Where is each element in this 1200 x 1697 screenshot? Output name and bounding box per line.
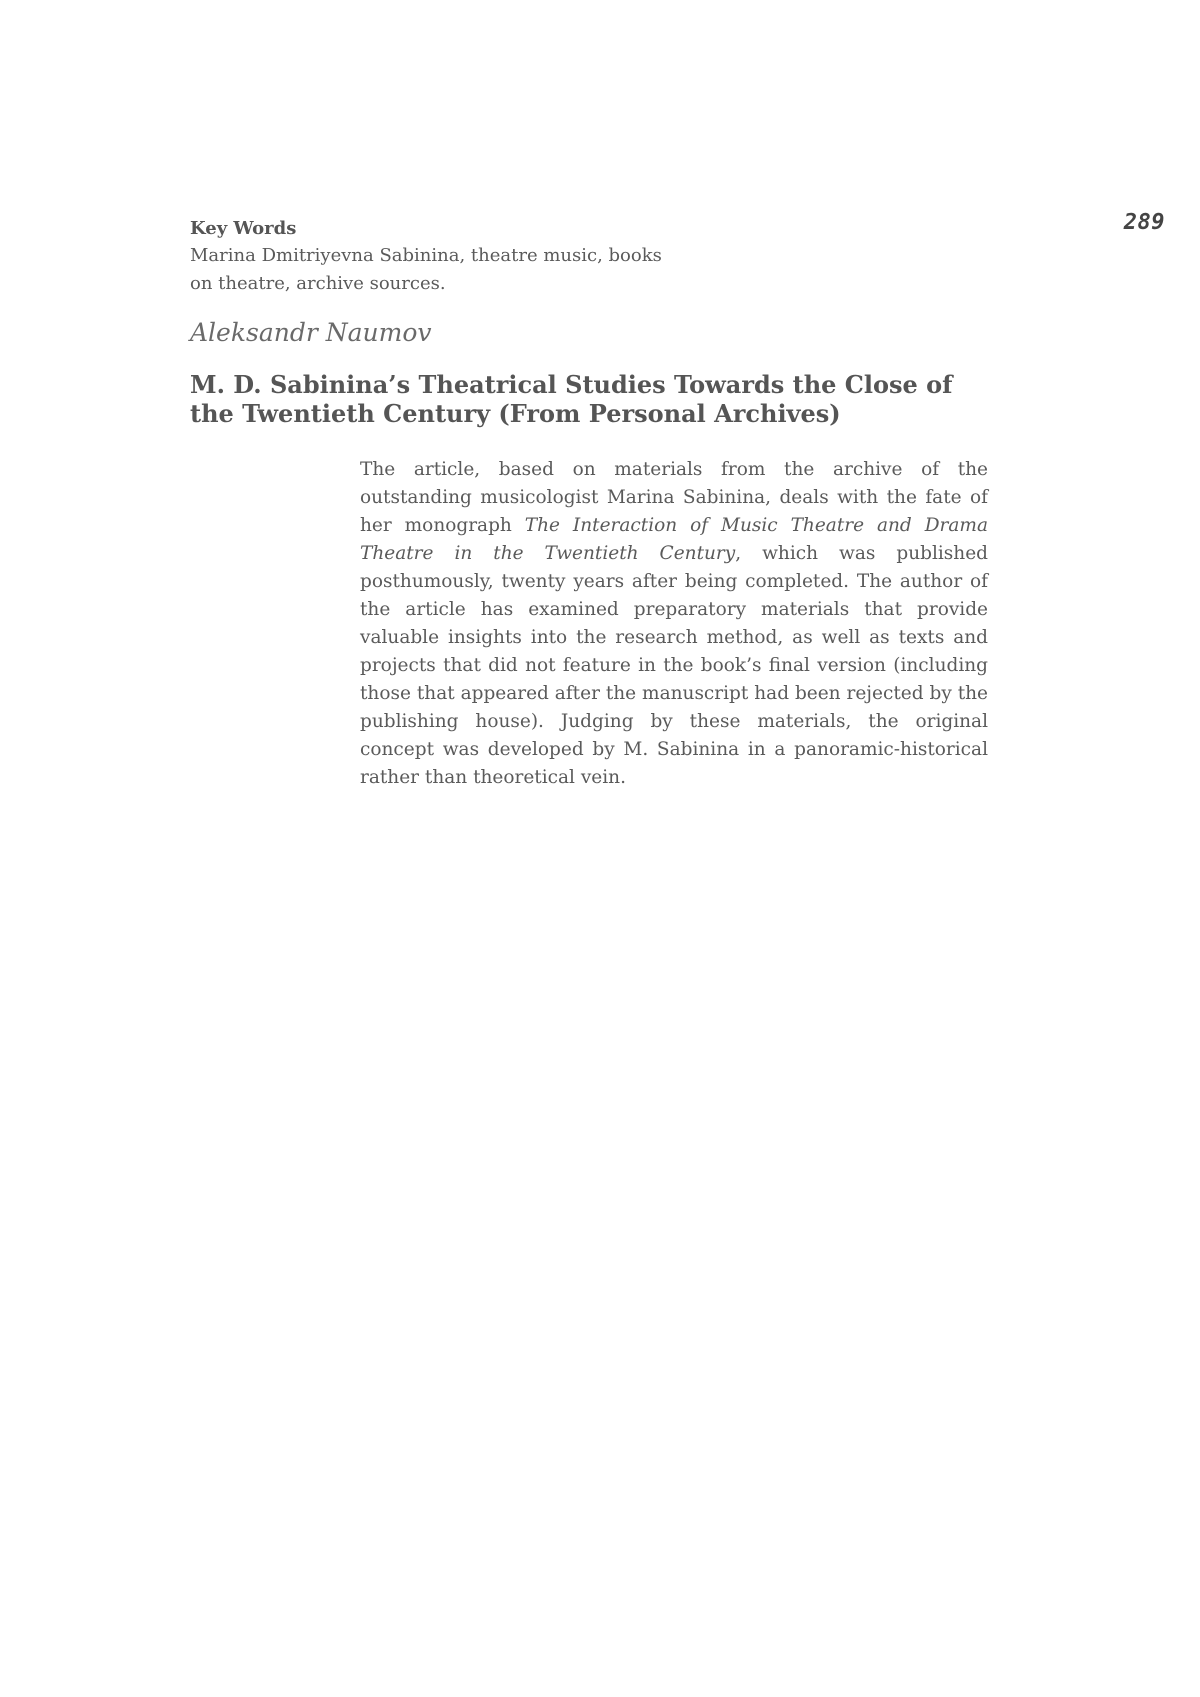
keywords-text: Marina Dmitriyevna Sabinina, theatre music, books on theatre, archive sources.	[190, 245, 662, 294]
keywords-heading: Key Words	[190, 218, 297, 239]
keywords-section	[190, 216, 690, 298]
article-author: Aleksandr Naumov	[190, 318, 432, 347]
article-title: M. D. Sabinina’s Theatrical Studies Towards the Close of the Twentieth Century (From Personal Archives)	[190, 370, 953, 428]
abstract-book-title: The Interaction of Music Theatre and Drama Theatre in the Twentieth Century	[360, 515, 988, 564]
article-abstract	[360, 456, 988, 792]
abstract-text-part1: The article, based on materials from the archive of the outstanding musicologist Marina Sabinina, deals with the fate of her monograph	[360, 459, 988, 536]
page-number: 289	[1123, 210, 1165, 235]
abstract-text-part2: , which was published posthumously, twenty years after being completed. The author of the article has examined preparatory materials that provide valuable insights into the research method, as well as texts and projects that did not feature in the book’s final version (including those that appeared after the manuscript had been rejected by the publishing house). Judging by these materials, the original concept was developed by M. Sabinina in a panoramic-historical rather than theoretical vein.	[360, 543, 988, 788]
